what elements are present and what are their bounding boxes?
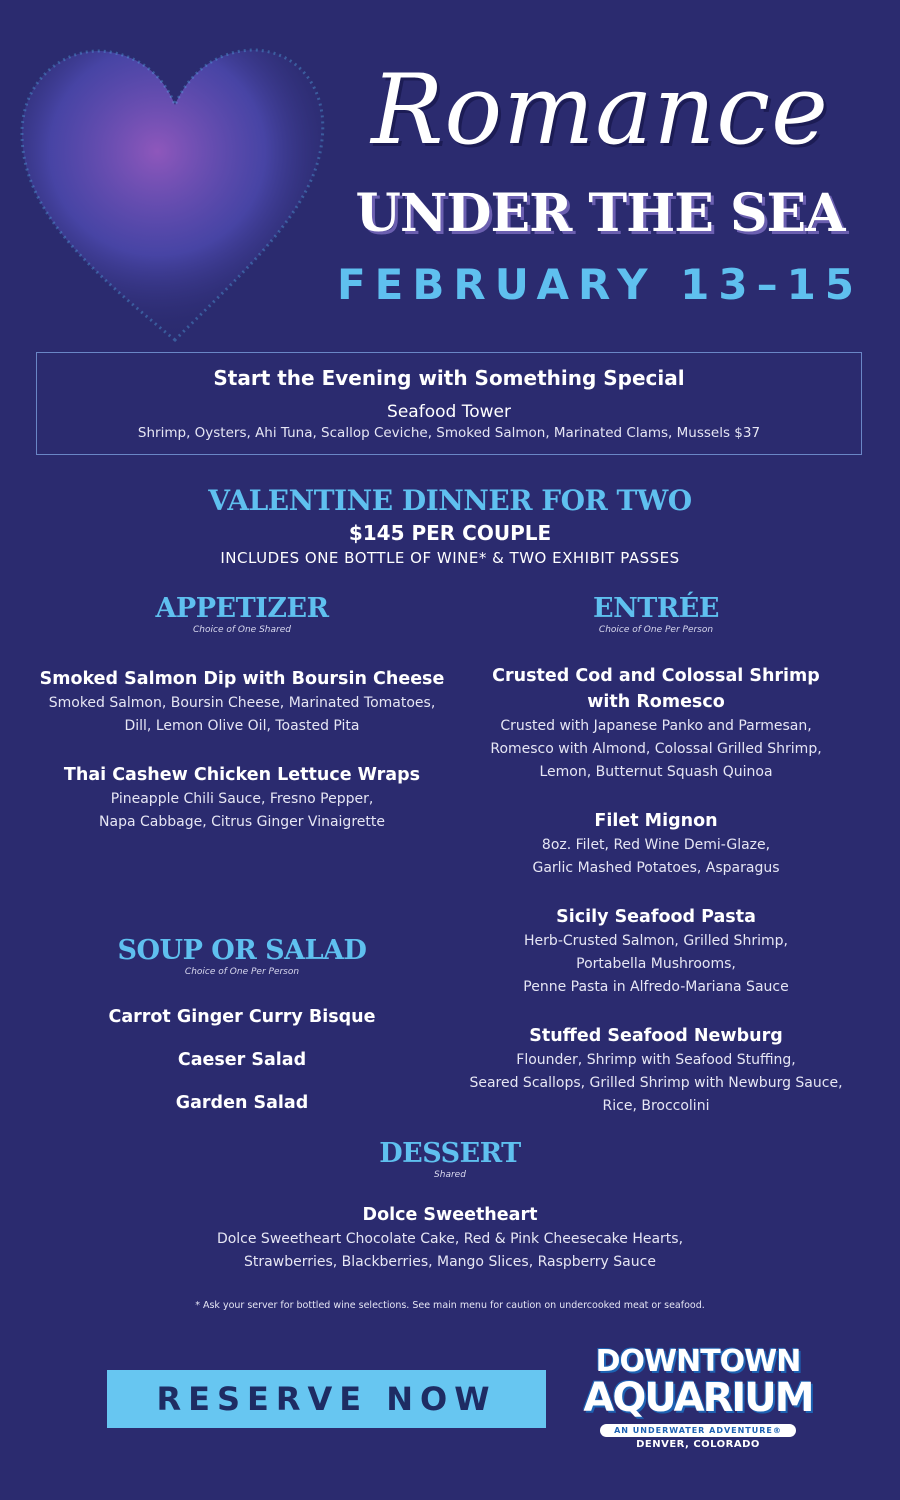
list-item: Carrot Ginger Curry Bisque (108, 1007, 376, 1027)
list-item: Filet Mignon 8oz. Filet, Red Wine Demi-Glaze, Garlic Mashed Potatoes, Asparagus (532, 811, 780, 876)
soup-title: SOUP OR SALAD (117, 935, 367, 966)
heart-graphic-icon (10, 20, 340, 350)
logo-tagline: AN UNDERWATER ADVENTURE® (600, 1424, 796, 1437)
list-item: Sicily Seafood Pasta Herb-Crusted Salmon, Grilled Shrimp, Portabella Mushrooms, Penne Pasta in Alfredo-Mariana Sauce (523, 907, 789, 995)
dessert-title: DESSERT (379, 1138, 521, 1169)
special-box (36, 352, 862, 455)
dinner-includes: INCLUDES ONE BOTTLE OF WINE* & TWO EXHIBIT PASSES (220, 549, 680, 567)
list-item: Crusted Cod and Colossal Shrimp with Romesco Crusted with Japanese Panko and Parmesan, Romesco with Almond, Colossal Grilled Shrimp, Lemon, Butternut Squash Quinoa (490, 666, 822, 780)
list-item: Stuffed Seafood Newburg Flounder, Shrimp with Seafood Stuffing, Seared Scallops, Grilled Shrimp with Newburg Sauce, Rice, Broccolini (469, 1026, 843, 1114)
entree-list (446, 663, 866, 1118)
special-item-desc: Shrimp, Oysters, Ahi Tuna, Scallop Ceviche, Smoked Salmon, Marinated Clams, Mussels $37 (137, 425, 761, 441)
special-heading: Start the Evening with Something Special (213, 366, 685, 390)
reserve-now-button[interactable]: RESERVE NOW (107, 1370, 546, 1428)
dinner-price: $145 PER COUPLE (348, 521, 552, 545)
soup-list (42, 1004, 442, 1133)
entree-note: Choice of One Per Person (598, 625, 714, 635)
dinner-title: VALENTINE DINNER FOR TWO (208, 484, 692, 517)
list-item: Thai Cashew Chicken Lettuce Wraps Pineapple Chili Sauce, Fresno Pepper, Napa Cabbage, Citrus Ginger Vinaigrette (63, 765, 421, 830)
appetizer-list (20, 666, 464, 834)
entree-header (506, 594, 806, 636)
appetizer-header (92, 594, 392, 636)
soup-header (92, 936, 392, 978)
title-romance: Romance (371, 54, 829, 166)
title-under-the-sea: UNDER THE SEA (355, 183, 845, 244)
appetizer-title: APPETIZER (155, 593, 329, 624)
logo-line1: DOWNTOWN (595, 1344, 801, 1379)
event-dates: FEBRUARY 13–15 (336, 260, 864, 309)
list-item: Garden Salad (175, 1093, 309, 1113)
special-item-name: Seafood Tower (387, 402, 511, 422)
dessert-item: Dolce Sweetheart Dolce Sweetheart Chocolate Cake, Red & Pink Cheesecake Hearts, Strawberries, Blackberries, Mango Slices, Raspberry Sauce (216, 1205, 684, 1270)
soup-note: Choice of One Per Person (184, 967, 300, 977)
dessert-header (300, 1139, 600, 1181)
appetizer-note: Choice of One Shared (193, 625, 291, 635)
list-item: Smoked Salmon Dip with Boursin Cheese Smoked Salmon, Boursin Cheese, Marinated Tomatoes, Dill, Lemon Olive Oil, Toasted Pita (39, 669, 445, 734)
dessert-note: Shared (434, 1170, 466, 1180)
logo-line2: AQUARIUM (583, 1375, 813, 1421)
entree-title: ENTRÉE (593, 593, 719, 624)
downtown-aquarium-logo[interactable] (568, 1346, 828, 1458)
logo-city: DENVER, COLORADO (636, 1439, 760, 1450)
footnote: * Ask your server for bottled wine selections. See main menu for caution on undercooked meat or seafood. (195, 1300, 705, 1311)
list-item: Caeser Salad (177, 1050, 307, 1070)
